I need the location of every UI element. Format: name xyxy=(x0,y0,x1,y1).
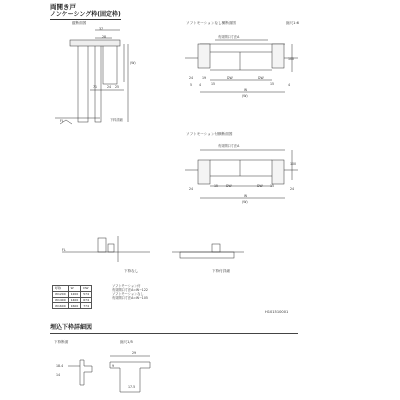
dim-24e: 24 xyxy=(290,187,295,191)
table-cell: 774 xyxy=(81,303,92,309)
caption-no-softmotion: ソフトモーションなし横断面図 xyxy=(186,21,237,25)
fl-label-2: FL xyxy=(62,248,66,252)
dim-15b: 15 xyxy=(270,82,275,86)
dim-100b: 100 xyxy=(290,162,297,166)
table-note-1: ソフトモーション付 xyxy=(112,284,141,288)
vertical-section-drawing xyxy=(55,27,128,124)
table-cell: W xyxy=(68,286,81,292)
dim-5: 5 xyxy=(190,83,193,87)
page-subtitle: ノンケーシング枠(固定枠) xyxy=(50,11,121,18)
dim-w2-sub: (W) xyxy=(242,200,248,204)
caption-lower-detail: 下枠付詳細 xyxy=(212,269,230,273)
caption-bottom-frame: 下枠なし xyxy=(124,269,139,273)
fl-label: FL xyxy=(60,119,64,123)
dim-24c: 24 xyxy=(189,76,194,80)
table-note-3: ソフトモーションなし xyxy=(112,292,144,296)
dim-19: 19 xyxy=(202,76,207,80)
caption-vertical-section: 縦断面図 xyxy=(72,21,87,25)
dim-w-sub-v: (W) xyxy=(130,61,136,65)
table-cell: 呼称 xyxy=(53,286,69,292)
plan-section-no-softmotion xyxy=(185,40,298,92)
table-cell: 674 xyxy=(81,297,92,303)
embedded-frame-detail xyxy=(68,356,150,392)
dim-17-5: 17.5 xyxy=(128,385,136,389)
table-cell: 1200 xyxy=(68,291,81,297)
drawing-id: H101510001 xyxy=(265,310,289,314)
dim-dw3: DW xyxy=(226,184,232,188)
bottom-frame-label: 下枠詳細 xyxy=(110,118,123,122)
table-cell: W1200 xyxy=(53,291,69,297)
dim-29: 29 xyxy=(132,351,137,355)
caption-scale-top: 縮尺1:6 xyxy=(286,21,299,25)
plan-section-softmotion xyxy=(185,150,298,198)
table-cell: W1400 xyxy=(53,297,69,303)
dim-28: 28 xyxy=(102,35,107,39)
table-cell: 1600 xyxy=(68,303,81,309)
lower-detail-drawings xyxy=(62,236,244,262)
page-title: 両開き戸 xyxy=(50,3,76,11)
table-cell: W1600 xyxy=(53,303,69,309)
caption-softmotion: ソフトモーション付横断面図 xyxy=(186,132,233,136)
dim-9: 9 xyxy=(112,364,115,368)
dim-w-sub: (W) xyxy=(242,94,248,98)
dim-dw1: DW xyxy=(227,76,233,80)
dim-w: W xyxy=(244,88,248,92)
dim-100: 100 xyxy=(288,57,295,61)
dim-25: 25 xyxy=(115,85,120,89)
dim-15c: 15 xyxy=(214,184,219,188)
table-note-4: 有効開口寸法A=W−105 xyxy=(112,296,148,300)
caption-scale-bottom: 縮尺1/5 xyxy=(120,340,133,344)
section2-title: 埋込下枠詳細図 xyxy=(50,324,93,331)
dim-15d: 15 xyxy=(270,184,275,188)
table-note-2: 有効開口寸法A=W−122 xyxy=(112,288,148,292)
table-cell: DW xyxy=(81,286,92,292)
dim-24d: 24 xyxy=(189,187,194,191)
caption-lower-frame-section: 下枠断面 xyxy=(54,340,69,344)
dim-15a: 15 xyxy=(211,82,216,86)
dim-37: 37 xyxy=(99,27,104,31)
dim-14: 14 xyxy=(56,373,61,377)
dim-24: 24 xyxy=(107,85,112,89)
dim-4: 4 xyxy=(199,83,202,87)
table-cell: 574 xyxy=(81,291,92,297)
dim-w2: W xyxy=(244,194,248,198)
effective-opening-a-label: 有効開口寸法A xyxy=(218,35,240,39)
dim-4b: 4 xyxy=(288,83,291,87)
dim-18-4: 18.4 xyxy=(56,364,64,368)
effective-opening-b-label: 有効開口寸法A xyxy=(218,144,240,148)
dim-dw2: DW xyxy=(258,76,264,80)
dim-dw4: DW xyxy=(257,184,263,188)
table-cell: 1400 xyxy=(68,297,81,303)
dim-71: 71 xyxy=(93,85,98,89)
